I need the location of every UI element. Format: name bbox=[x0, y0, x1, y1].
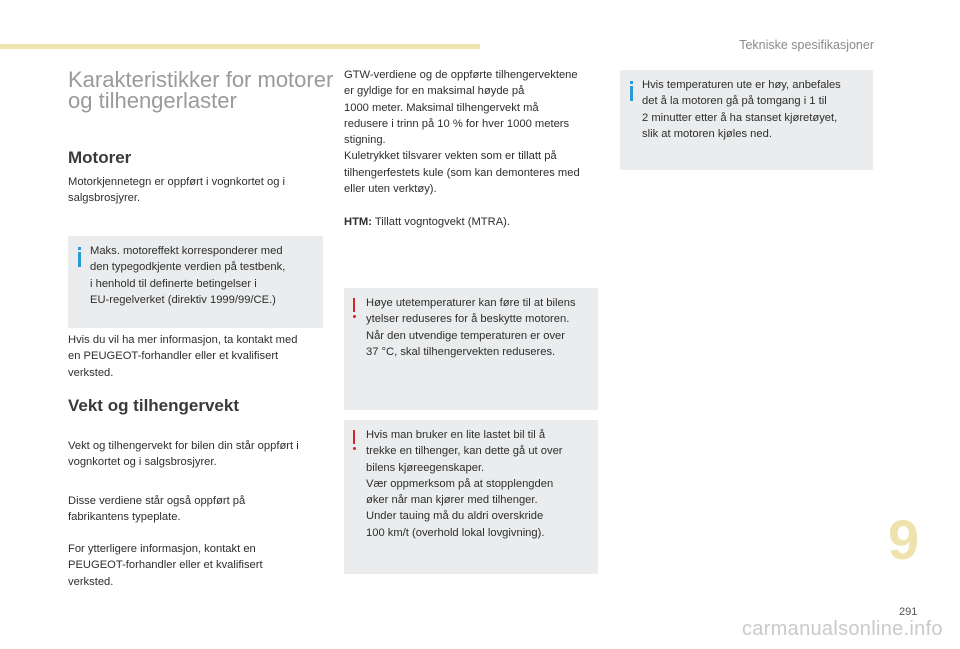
warning-box-towing-text: Hvis man bruker en lite lastet bil til å trekke en tilhenger, kan dette gå ut over bilens kjøreegenskaper. Vær oppmerksom på at stopplengden øker når man kjører med tilhenger. Under tauing må du aldri overskride 100 km/t (overhold lokal lovgivning). bbox=[366, 429, 563, 539]
header-accent-bar bbox=[0, 44, 480, 49]
warning-icon bbox=[351, 430, 357, 452]
htm-line bbox=[344, 214, 606, 230]
contact-paragraph: Hvis du vil ha mer informasjon, ta kontakt med en PEUGEOT-forhandler eller et kvalifisert verksted. bbox=[68, 334, 298, 379]
page-number: 291 bbox=[899, 606, 918, 618]
info-icon bbox=[77, 247, 87, 268]
info-box-idle bbox=[620, 70, 873, 170]
vekt-paragraph-1: Vekt og tilhengervekt for bilen din står oppført i vognkortet og i salgsbrosjyrer. bbox=[68, 440, 299, 469]
watermark: carmanualsonline.info bbox=[742, 618, 943, 640]
info-icon bbox=[629, 81, 639, 102]
motor-paragraph: Motorkjennetegn er oppført i vognkortet og i salgsbrosjyrer. bbox=[68, 176, 286, 205]
vekt-paragraph-3: For ytterligere informasjon, kontakt en PEUGEOT-forhandler eller et kvalifisert verksted. bbox=[68, 543, 263, 588]
info-box-motor bbox=[68, 236, 323, 328]
warning-icon bbox=[351, 298, 357, 320]
section-label: Tekniske spesifikasjoner bbox=[739, 38, 874, 52]
warning-box-towing bbox=[344, 420, 598, 574]
gtw-paragraph: GTW-verdiene og de oppførte tilhengervektene er gyldige for en maksimal høyde på 1000 meter. Maksimal tilhengervekt må redusere i trinn på 10 % for hver 1000 meters stigning. Kuletrykket tilsvarer vekten som er tillatt på tilhengerfestets kule (som kan demonteres med eller uten verktøy). bbox=[344, 69, 580, 196]
vekt-paragraph-2: Disse verdiene står også oppført på fabrikantens typeplate. bbox=[68, 495, 246, 524]
warning-box-temperature-text: Høye utetemperaturer kan føre til at bilens ytelser reduseres for å beskytte motoren. Når den utvendige temperaturen er over 37 °C, skal tilhengervekten reduseres. bbox=[366, 297, 576, 358]
heading-vekt: Vekt og tilhengervekt bbox=[68, 396, 239, 415]
heading-motorer: Motorer bbox=[68, 148, 132, 167]
info-box-idle-text: Hvis temperaturen ute er høy, anbefales det å la motoren gå på tomgang i 1 til 2 minutter etter å ha stanset kjøretøyet, slik at motoren kjøles ned. bbox=[642, 79, 841, 140]
htm-label: HTM: bbox=[344, 216, 372, 228]
warning-box-temperature bbox=[344, 288, 598, 410]
page-title: Karakteristikker for motorer og tilhengerlaster bbox=[68, 67, 334, 113]
htm-text: Tillatt vogntogvekt (MTRA). bbox=[371, 216, 510, 228]
info-box-motor-text: Maks. motoreffekt korresponderer med den typegodkjente verdien på testbenk, i henhold til definerte betingelser i EU-regelverket (direktiv 1999/99/CE.) bbox=[90, 245, 286, 306]
chapter-number: 9 bbox=[888, 508, 920, 571]
